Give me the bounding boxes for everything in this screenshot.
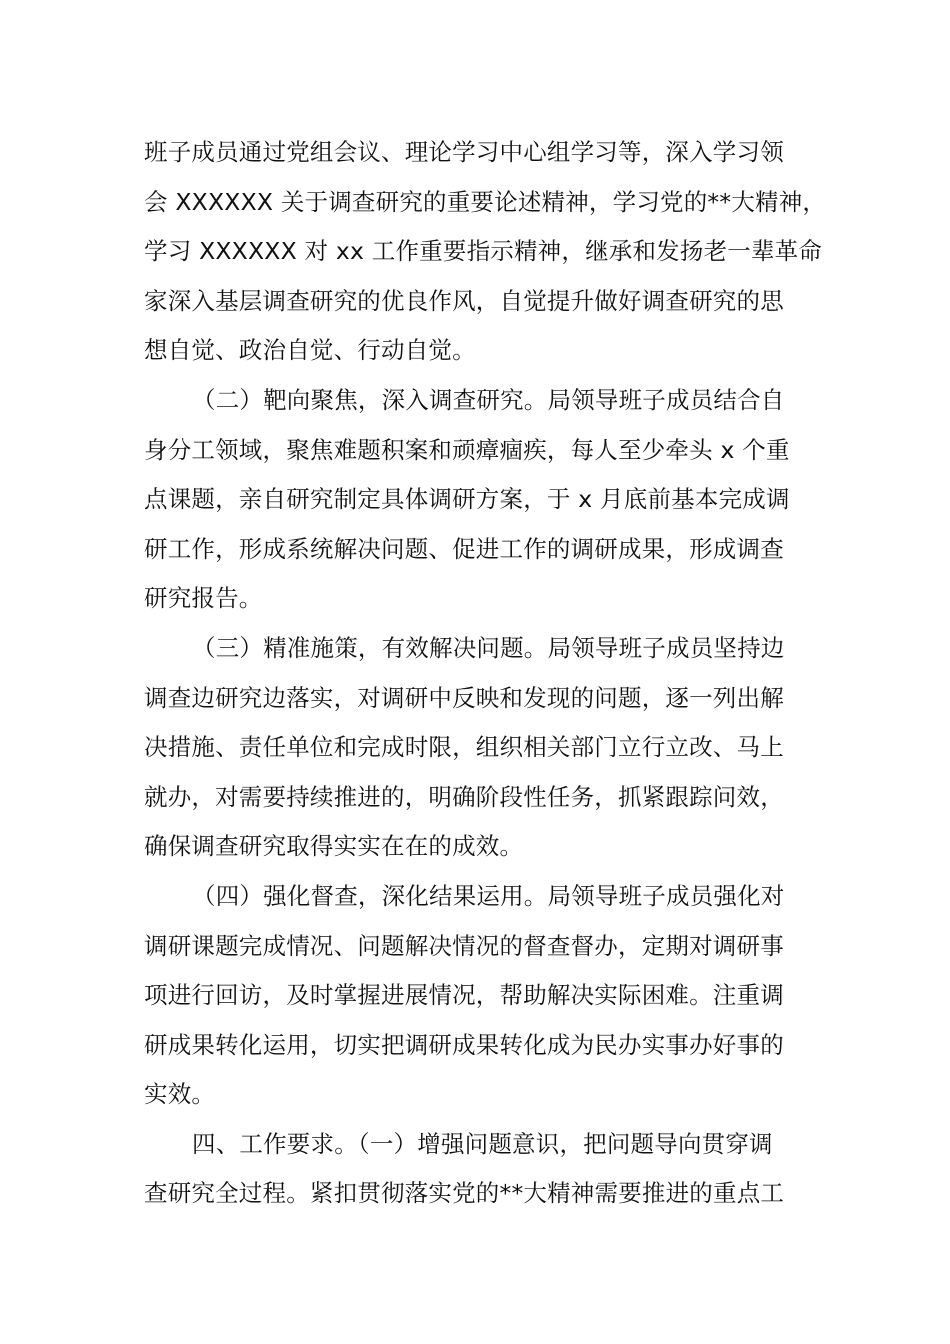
text-line: 会 XXXXXX 关于调查研究的重要论述精神，学习党的**大精神， (144, 187, 827, 216)
text-line: 决措施、责任单位和完成时限，组织相关部门立行立改、马上 (144, 733, 784, 762)
text-line: 查研究全过程。紧扣贯彻落实党的**大精神需要推进的重点工 (144, 1179, 785, 1208)
text-line: 就办，对需要持续推进的，明确阶段性任务，抓紧跟踪问效， (144, 782, 784, 811)
paragraph-three-heading-line: （三）精准施策，有效解决问题。局领导班子成员坚持边 (192, 633, 785, 662)
text-line: 实效。 (144, 1080, 216, 1109)
text-line: 班子成员通过党组会议、理论学习中心组学习等，深入学习领 (144, 138, 784, 166)
document-body (144, 128, 827, 1219)
text-line: 研究报告。 (144, 584, 263, 613)
paragraph-four-heading-line: （四）强化督查，深化结果运用。局领导班子成员强化对 (192, 881, 785, 910)
text-line: 研成果转化运用，切实把调研成果转化成为民办实事办好事的 (144, 1030, 784, 1059)
text-line: 项进行回访，及时掌握进展情况，帮助解决实际困难。注重调 (144, 981, 784, 1010)
paragraph-two-heading-line: （二）靶向聚焦，深入调查研究。局领导班子成员结合自 (192, 385, 785, 414)
text-line: 身分工领域，聚焦难题积案和顽瘴痼疾，每人至少牵头 x 个重 (144, 435, 790, 464)
text-line: 点课题，亲自研究制定具体调研方案，于 x 月底前基本完成调 (144, 485, 790, 514)
text-line: 调查边研究边落实，对调研中反映和发现的问题，逐一列出解 (144, 683, 784, 712)
section-four-heading-line: 四、工作要求。（一）增强问题意识，把问题导向贯穿调 (192, 1129, 773, 1158)
text-line: 调研课题完成情况、问题解决情况的督查督办，定期对调研事 (144, 931, 784, 960)
text-line: 研工作，形成系统解决问题、促进工作的调研成果，形成调查 (144, 534, 784, 563)
text-line: 想自觉、政治自觉、行动自觉。 (144, 336, 476, 365)
text-line: 确保调查研究取得实实在在的成效。 (144, 832, 524, 861)
text-line: 家深入基层调查研究的优良作风，自觉提升做好调查研究的思 (144, 286, 784, 315)
text-line: 学习 XXXXXX 对 xx 工作重要指示精神，继承和发扬老一辈革命 (144, 237, 823, 266)
